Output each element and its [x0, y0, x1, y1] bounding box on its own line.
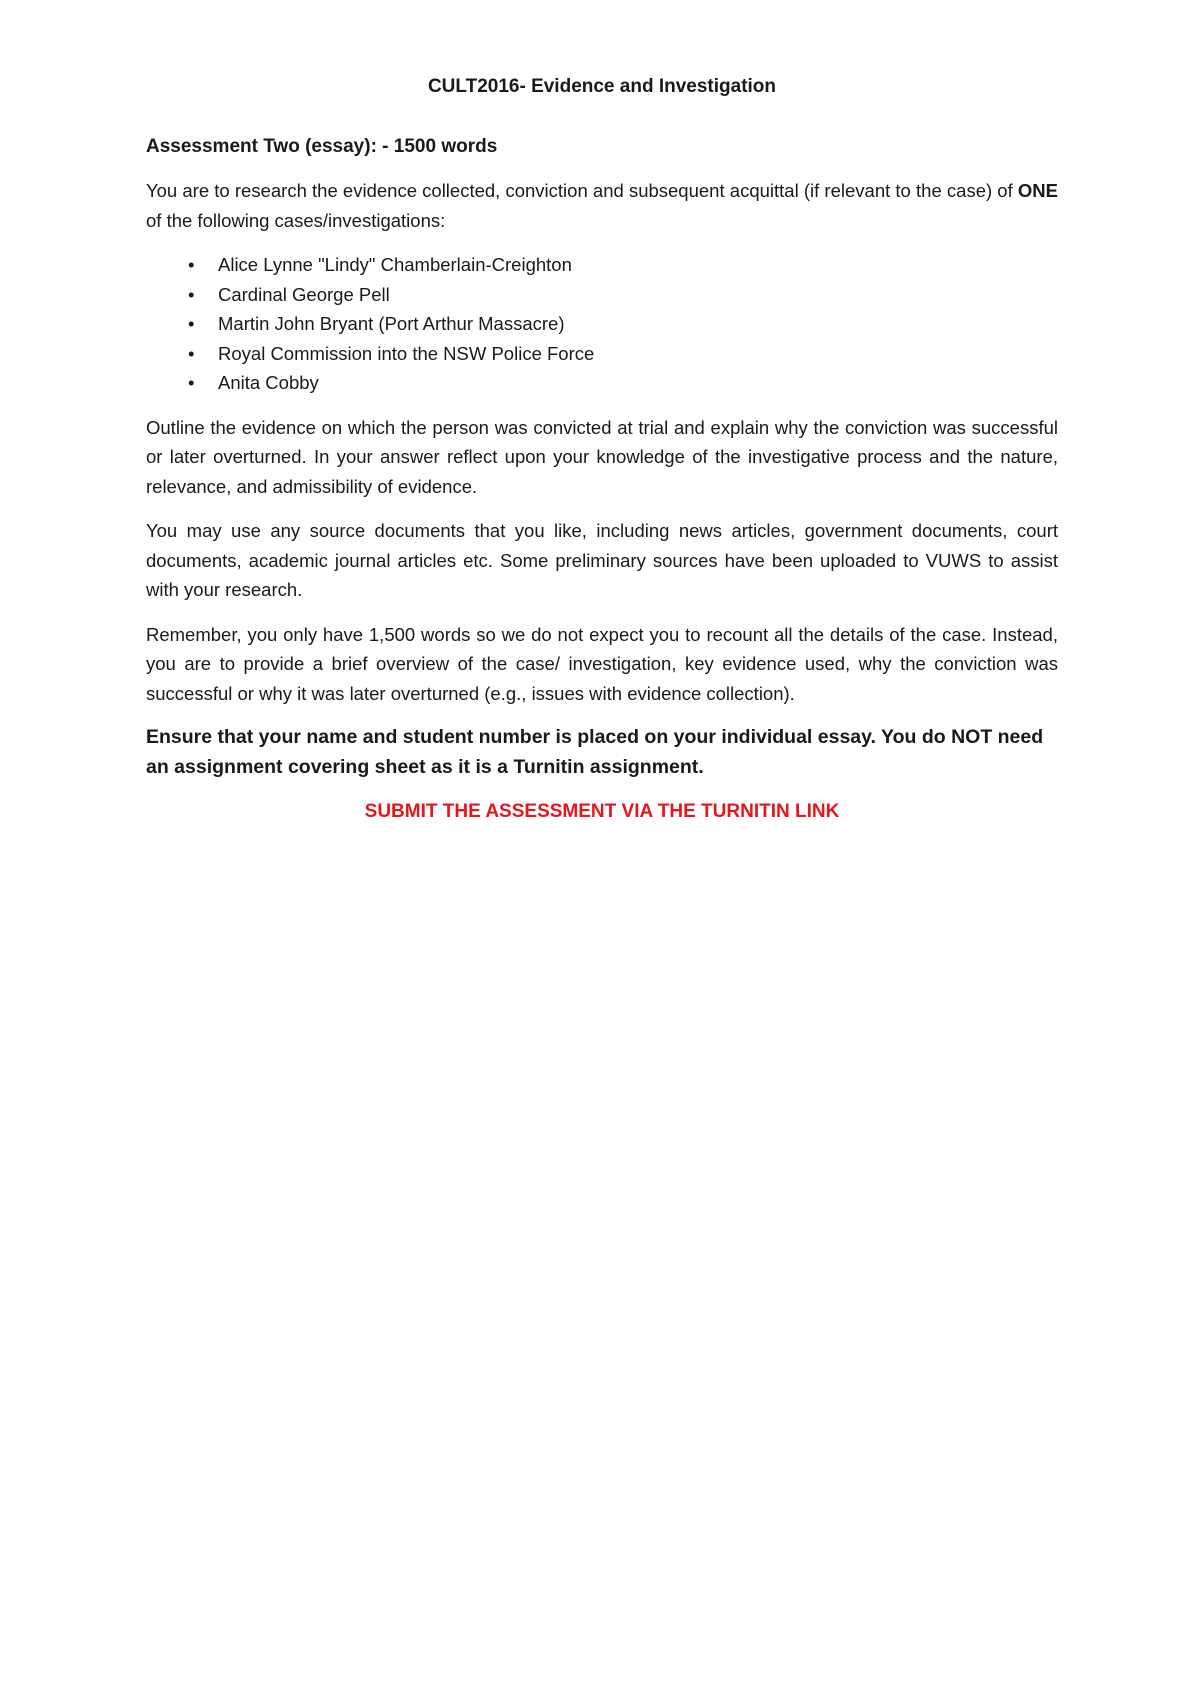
assessment-heading: Assessment Two (essay): - 1500 words	[146, 135, 498, 157]
document-title: CULT2016- Evidence and Investigation	[427, 76, 777, 97]
intro-paragraph	[146, 176, 1058, 235]
outline-paragraph: Outline the evidence on which the person was convicted at trial and explain why the conviction was successful or later overturned. In your answer reflect upon your knowledge of the investigative process and the nature, relevance, and admissibility of evidence.	[146, 416, 1058, 497]
case-label: Anita Cobby	[218, 372, 319, 393]
list-item	[146, 280, 1058, 310]
intro-text-before: You are to research the evidence collected, conviction and subsequent acquittal (if relevant to the case) of	[146, 180, 1018, 201]
case-label: Alice Lynne "Lindy" Chamberlain-Creighton	[218, 254, 572, 275]
list-item	[146, 339, 1058, 369]
case-label: Royal Commission into the NSW Police Force	[218, 342, 595, 364]
case-list	[146, 250, 1058, 398]
remember-paragraph: Remember, you only have 1,500 words so we do not expect you to recount all the details of the case. Instead, you are to provide a brief overview of the case/ investigation, key evidence used, why the conviction was successful or why it was later overturned (e.g., issues with evidence collection).	[146, 623, 1058, 704]
bullet-icon: •	[188, 313, 195, 334]
case-label: Martin John Bryant (Port Arthur Massacre)	[218, 313, 565, 334]
list-item	[146, 368, 1058, 398]
bullet-icon: •	[188, 372, 195, 393]
bullet-icon: •	[188, 254, 195, 275]
submission-notice: Ensure that your name and student number is placed on your individual essay. You do NOT need an assignment covering sheet as it is a Turnitin assignment.	[146, 726, 1044, 778]
bullet-icon: •	[188, 342, 195, 364]
case-label: Cardinal George Pell	[218, 283, 390, 305]
list-item	[146, 250, 1058, 280]
intro-emphasis: ONE	[1017, 180, 1058, 201]
sources-paragraph: You may use any source documents that you like, including news articles, government documents, court documents, academic journal articles etc. Some preliminary sources have been uploaded to VUWS to assist with your research.	[146, 520, 1058, 600]
document-body	[146, 72, 1058, 827]
intro-text-after: of the following cases/investigations:	[146, 209, 446, 231]
list-item	[146, 309, 1058, 339]
bullet-icon: •	[188, 283, 195, 305]
submit-instruction: SUBMIT THE ASSESSMENT VIA THE TURNITIN LINK	[364, 801, 840, 822]
